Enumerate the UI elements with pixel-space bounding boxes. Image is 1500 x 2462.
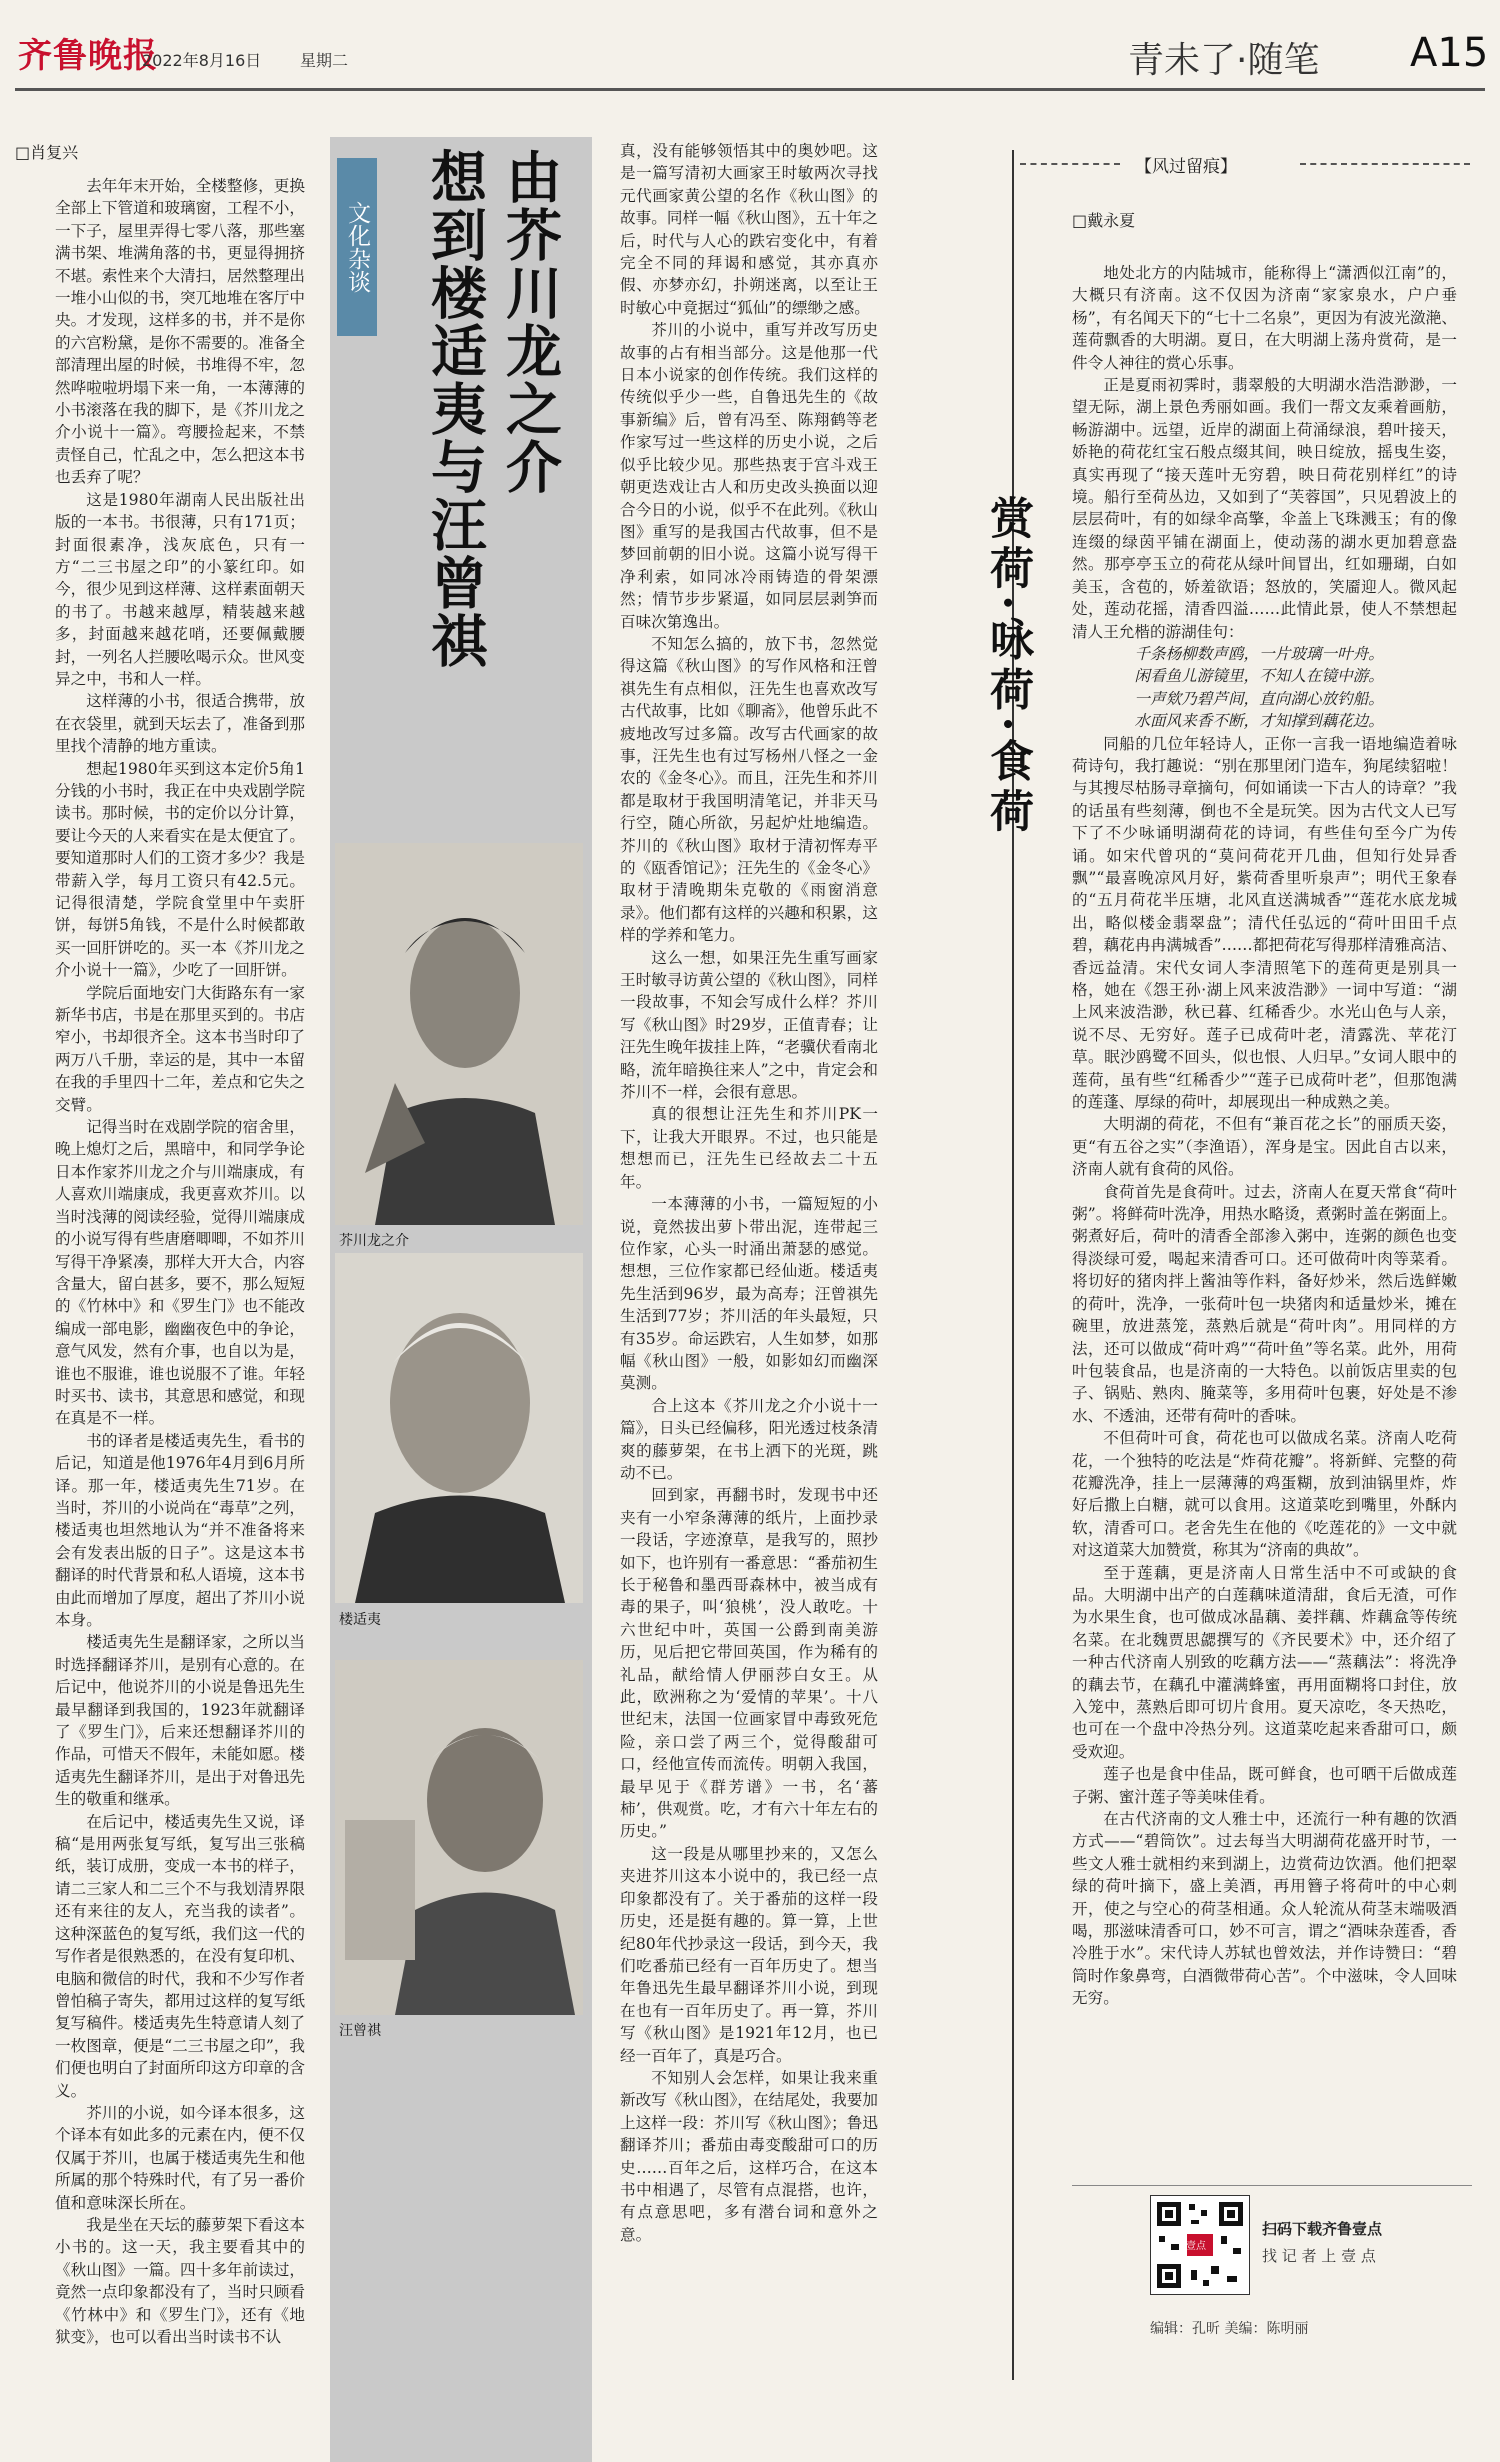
editor-credits: 编辑：孔昕 美编：陈明丽 (1150, 2321, 1309, 2337)
poem-line: 水面风来香不断，才知撑到藕花边。 (1134, 712, 1384, 731)
left-article-byline: □肖复兴 (15, 143, 79, 162)
article-title-line-2: 想到楼适夷与汪曾祺 (422, 148, 488, 670)
paragraph: 大明湖的荷花，不但有“兼百花之长”的丽质天姿，更“有五谷之实”（李渔语），浑身是宝。因此自古以来，济南人就有食荷的风俗。 (1072, 1115, 1457, 1179)
paragraph: 这么一想，如果汪先生重写画家王时敏寻访黄公望的《秋山图》，同样一段故事，不知会写成什么样？芥川写《秋山图》时29岁，正值青春；让汪先生晚年拔挂上阵，“老骥伏看南北略，流年暗换往来人”之中，肯定会和芥川不一样，会很有意思。 (620, 948, 878, 1102)
photo-caption: 汪曾祺 (339, 2023, 381, 2039)
footer-rule (1072, 2185, 1472, 2186)
paragraph: 正是夏雨初霁时，翡翠般的大明湖水浩浩渺渺，一望无际，湖上景色秀丽如画。我们一帮文友乘着画舫，畅游湖中。远望，近岸的湖面上荷涌绿浪，碧叶接天，娇艳的荷花红宝石般点缀其间，映日绽放，摇曳生姿，真实再现了“接天莲叶无穷碧，映日荷花别样红”的诗境。船行至荷丛边，又如到了“芙蓉国”，只见碧波上的层层荷叶，有的如绿伞高擎，伞盖上飞珠溅玉；有的像连缀的绿茵平铺在湖面上，使动荡的湖水更加碧意盎然。那亭亭玉立的荷花从绿叶间冒出，红如珊瑚，白如美玉，含苞的，娇羞欲语；怒放的，笑靥迎人。微风起处，莲动花摇，清香四溢……此情此景，使人不禁想起清人王允楷的游湖佳句： (1072, 376, 1457, 641)
paragraph: 地处北方的内陆城市，能称得上“潇洒似江南”的，大概只有济南。这不仅因为济南“家家泉水，户户垂杨”，有名闻天下的“七十二名泉”，更因为有波光潋滟、莲荷飘香的大明湖。夏日，在大明湖上荡舟赏荷，是一件令人神往的赏心乐事。 (1072, 264, 1457, 372)
page-header (0, 0, 1500, 95)
dashed-rule (1300, 163, 1470, 165)
paragraph: 这一段是从哪里抄来的，又怎么夹进芥川这本小说中的，我已经一点印象都没有了。关于番茄的这样一段历史，还是挺有趣的。算一算，上世纪80年代抄录这一段话，到今天，我们吃番茄已经有一百年历史了。想当年鲁迅先生最早翻译芥川小说，到现在也有一百年历史了。再一算，芥川写《秋山图》是1921年12月，也已经一百年了，真是巧合。 (620, 1844, 878, 2065)
paragraph: 我是坐在天坛的藤萝架下看这本小书的。这一天，我主要看其中的《秋山图》一篇。四十多年前读过，竟然一点印象都没有了，当时只顾看《竹林中》和《罗生门》，还有《地狱变》，也可以看出当时读书不认 (55, 2215, 305, 2346)
paragraph: 在后记中，楼适夷先生又说，译稿“是用两张复写纸，复写出三张稿纸，装订成册，变成一本书的样子，请二三家人和二三个不与我划清界限还有来往的友人，充当我的读者”。这种深蓝色的复写纸，我们这一代的写作者是很熟悉的，在没有复印机、电脑和微信的时代，我和不少写作者曾怕稿子寄失，都用过这样的复写纸复写稿件。楼适夷先生特意请人刻了一枚图章，便是“二三书屋之印”，我们便也明白了封面所印这方印章的含义。 (55, 1812, 305, 2100)
paragraph: 芥川的小说中，重写并改写历史故事的占有相当部分。这是他那一代日本小说家的创作传统。我们这样的传统似乎少一些，自鲁迅先生的《故事新编》后，曾有冯至、陈翔鹤等老作家写过一些这样的历史小说，之后似乎比较少见。那些热衷于宫斗戏王朝更迭戏让古人和历史改头换面以迎合今日的小说，似乎不在此列。《秋山图》重写的是我国古代故事，但不是梦回前朝的旧小说。这篇小说写得干净利索，如同冰冷雨铸造的骨架漂然；情节步步紧逼，如同层层剥笋而百味次第逸出。 (620, 321, 878, 631)
paragraph: 书的译者是楼适夷先生，看书的后记，知道是他1976年4月到6月所译。那一年，楼适夷先生71岁。在当时，芥川的小说尚在“毒草”之列，楼适夷也坦然地认为“并不准备将来会有发表出版的日子”。这是这本书翻译的时代背景和私人语境，这本书由此而增加了厚度，超出了芥川小说本身。 (55, 1431, 305, 1629)
poem-line: 闲看鱼儿游镜里，不知人在镜中游。 (1134, 667, 1384, 686)
paragraph: 真，没有能够领悟其中的奥妙吧。这是一篇写清初大画家王时敏两次寻找元代画家黄公望的名作《秋山图》的故事。同样一幅《秋山图》，五十年之后，时代与人心的跌宕变化中，有着完全不同的拜谒和感觉，其亦真亦假、亦梦亦幻，扑朔迷离，以至让王时敏心中竟据过“狐仙”的缥缈之感。 (620, 142, 878, 317)
paragraph: 同船的几位年轻诗人，正你一言我一语地编造着咏荷诗句，我打趣说：“别在那里闭门造车，狗尾续貂啦！与其搜尽枯肠寻章摘句，何如诵读一下古人的诗章？”我的话虽有些刻薄，倒也不全是玩笑。因为古代文人已写下了不少咏诵明湖荷花的诗词，有些佳句至今广为传诵。如宋代曾巩的“莫问荷花开几曲，但知行处异香飘”“最喜晚凉风月好，紫荷香里听泉声”；明代王象春的“五月荷花半压塘，北风直送满城香”“莲花水底龙城出，略似楼金翡翠盘”；清代任弘远的“荷叶田田千点碧，藕花冉冉满城香”……都把荷花写得那样清雅高洁、香远益清。宋代女词人李清照笔下的莲荷更是别具一格，她在《怨王孙·湖上风来波浩渺》一词中写道：“湖上风来波浩渺，秋已暮、红稀香少。水光山色与人亲，说不尽、无穷好。莲子已成荷叶老，清露洗、苹花汀草。眠沙鸥鹭不回头，似也恨、人归早。”女词人眼中的莲荷，虽有些“红稀香少”“莲子已成荷叶老”，但那饱满的莲蓬、厚绿的荷叶，却展现出一种成熟之美。 (1072, 734, 1457, 1112)
dashed-rule (1020, 163, 1120, 165)
paragraph: 至于莲藕，更是济南人日常生活中不可或缺的食品。大明湖中出产的白莲藕味道清甜，食后无渣，可作为水果生食，也可做成冰晶藕、姜拌藕、炸藕盒等传统名菜。在北魏贾思勰撰写的《齐民要术》中，还介绍了一种古代济南人别致的吃藕方法——“蒸藕法”：将洗净的藕去节，在藕孔中灌满蜂蜜，再用面糊将口封住，放入笼中，蒸熟后即可切片食用。夏天凉吃，冬天热吃，也可在一个盘中冷热分列。这道菜吃起来香甜可口，颇受欢迎。 (1072, 1563, 1457, 1761)
photo-caption: 楼适夷 (339, 1612, 381, 1628)
column-tag: 文化杂谈 (337, 158, 377, 336)
left-article-column-2 (620, 140, 878, 2380)
paragraph: 想起1980年买到这本定价5角1分钱的小书时，我正在中央戏剧学院读书。那时候，书的定价以分计算，要让今天的人来看实在是太便宜了。要知道那时人们的工资才多少？我是带薪入学，每月工资只有42.5元。记得很清楚，学院食堂里中午卖肝饼，每饼5角钱，不是什么时候都敢买一回肝饼吃的。买一本《芥川龙之介小说十一篇》，少吃了一回肝饼。 (55, 759, 305, 980)
paragraph: 这是1980年湖南人民出版社出版的一本书。书很薄，只有171页；封面很素净，浅灰底色，只有一方“二三书屋之印”的小篆红印。如今，很少见到这样薄、这样素面朝天的书了。书越来越厚，精装越来越多，封面越来越花哨，还要佩戴腰封，一列名人拦腰吆喝示众。世风变异之中，书和人一样。 (55, 490, 305, 688)
paragraph: 芥川的小说，如今译本很多，这个译本有如此多的元素在内，便不仅仅属于芥川，也属于楼适夷先生和他所属的那个特殊时代，有了另一番价值和意味深长所在。 (55, 2103, 305, 2212)
paragraph: 不知怎么搞的，放下书，忽然觉得这篇《秋山图》的写作风格和汪曾祺先生有点相似，汪先生也喜欢改写古代故事，比如《聊斋》，他曾乐此不疲地改写过多篇。改写古代画家的故事，汪先生也有过写杨州八怪之一金农的《金冬心》。而且，汪先生和芥川都是取材于我国明清笔记，并非天马行空，随心所欲，另起炉灶地编造。芥川的《秋山图》取材于清初恽寿平的《瓯香馆记》；汪先生的《金冬心》取材于清晚期朱克敬的《雨窗消意录》。他们都有这样的兴趣和积累，这样的学养和笔力。 (620, 634, 878, 945)
right-article-byline: □戴永夏 (1072, 211, 1136, 230)
paragraph: 记得当时在戏剧学院的宿舍里，晚上熄灯之后，黑暗中，和同学争论日本作家芥川龙之介与川端康成，有人喜欢川端康成，我更喜欢芥川。以当时浅薄的阅读经验，觉得川端康成的小说写得有些唐磨唧唧，不如芥川写得干净紧凑，那样大开大合，内容含量大，留白甚多，要不，那么短短的《竹林中》和《罗生门》也不能改编成一部电影，幽幽夜色中的争论，意气风发，然有介事，也自以为是，谁也不服谁，谁也说服不了谁。年轻时买书、读书，其意思和感觉，和现在真是不一样。 (55, 1118, 305, 1428)
qr-caption: 扫码下载齐鲁壹点 (1262, 2220, 1383, 2238)
paragraph: 不知别人会怎样，如果让我来重新改写《秋山图》，在结尾处，我要加上这样一段：芥川写《秋山图》；鲁迅翻译芥川；番茄由毒变酸甜可口的历史……百年之后，这样巧合，在这本书中相遇了，尽管有点混搭，也许，有点意思吧，多有潜台词和意外之意。 (620, 2068, 878, 2244)
article-title-line-1: 由芥川龙之介 (497, 148, 563, 496)
issue-weekday: 星期二 (300, 51, 349, 70)
portrait-photo (335, 1253, 583, 1603)
paragraph: 合上这本《芥川龙之介小说十一篇》，日头已经偏移，阳光透过枝条清爽的藤萝架，在书上洒下的光斑，跳动不已。 (620, 1396, 878, 1482)
section-name: 青未了·随笔 (1128, 40, 1320, 81)
left-article-column-1 (55, 175, 305, 2375)
paragraph: 食荷首先是食荷叶。过去，济南人在夏天常食“荷叶粥”。将鲜荷叶洗净，用热水略烫，煮粥时盖在粥面上。粥煮好后，荷叶的清香全部渗入粥中，连粥的颜色也变得淡绿可爱，喝起来清香可口。还可做荷叶肉等菜肴。将切好的猪肉拌上酱油等作料，备好炒米，然后选鲜嫩的荷叶，洗净，一张荷叶包一块猪肉和适量炒米，摊在碗里，放进蒸笼，蒸熟后就是“荷叶肉”。用同样的方法，还可以做成“荷叶鸡”“荷叶鱼”等名菜。此外，用荷叶包装食品，也是济南的一大特色。以前饭店里卖的包子、锅贴、熟肉、腌菜等，多用荷叶包裹，好处是不渗水、不透油，还带有荷叶的香味。 (1072, 1182, 1457, 1425)
paragraph: 真的很想让汪先生和芥川PK一下，让我大开眼界。不过，也只能是想想而已，汪先生已经故去二十五年。 (620, 1105, 878, 1191)
paragraph: 一本薄薄的小书，一篇短短的小说，竟然拔出萝卜带出泥，连带起三位作家，心头一时涌出萧瑟的感觉。想想，三位作家都已经仙逝。楼适夷先生活到96岁，最为高寿；汪曾祺先生活到77岁；芥川活的年头最短，只有35岁。命运跌宕，人生如梦，如那幅《秋山图》一般，如影如幻而幽深莫测。 (620, 1195, 878, 1393)
poem-line: 千条杨柳数声鸥，一片玻璃一叶舟。 (1134, 644, 1384, 663)
header-rule (15, 88, 1485, 91)
newspaper-logo: 齐鲁晚报 (18, 36, 158, 76)
paragraph: 楼适夷先生是翻译家，之所以当时选择翻译芥川，是别有心意的。在后记中，他说芥川的小说是鲁迅先生最早翻译到我国的，1923年就翻译了《罗生门》，后来还想翻译芥川的作品，可惜天不假年，未能如愿。楼适夷先生翻译芥川，是出于对鲁迅先生的敬重和继承。 (55, 1633, 305, 1809)
column-tag: 【风过留痕】 (1135, 157, 1237, 177)
issue-date: 2022年8月16日 (142, 51, 262, 70)
right-article-title: 赏荷·咏荷·食荷 (982, 495, 1033, 838)
portrait-photo (335, 1660, 583, 2015)
paragraph: 不但荷叶可食，荷花也可以做成名菜。济南人吃荷花，一个独特的吃法是“炸荷花瓣”。将新鲜、完整的荷花瓣洗净，挂上一层薄薄的鸡蛋糊，放到油锅里炸，炸好后撒上白糖，就可以食用。这道菜吃到嘴里，外酥内软，清香可口。老舍先生在他的《吃莲花的》一文中就对这道菜大加赞赏，称其为“济南的典故”。 (1072, 1429, 1457, 1560)
paragraph: 回到家，再翻书时，发现书中还夹有一小窄条薄薄的纸片，上面抄录一段话，字迹潦草，是我写的，照抄如下，也许别有一番意思：“番茄初生长于秘鲁和墨西哥森林中，被当成有毒的果子，叫‘狼桃’，没人敢吃。十六世纪中叶，英国一公爵到南美游历，见后把它带回英国，作为稀有的礼品，献给情人伊丽莎白女王。从此，欧洲称之为‘爱情的苹果’。十八世纪末，法国一位画家冒中毒致死危险，亲口尝了两三个，觉得酸甜可口，经他宣传而流传。明朝入我国，最早见于《群芳谱》一书，名‘蕃柿’，供观赏。吃，才有六十年左右的历史。” (620, 1486, 878, 1841)
paragraph: 这样薄的小书，很适合携带，放在衣袋里，就到天坛去了，准备到那里找个清静的地方重读。 (55, 692, 305, 756)
paragraph: 学院后面地安门大街路东有一家新华书店，书是在那里买到的。书店窄小，书却很齐全。这本书当时印了两万八千册，幸运的是，其中一本留在我的手里四十二年，差点和它失之交臂。 (55, 983, 305, 1114)
paragraph: 在古代济南的文人雅士中，还流行一种有趣的饮酒方式——“碧筒饮”。过去每当大明湖荷花盛开时节，一些文人雅士就相约来到湖上，边赏荷边饮酒。他们把翠绿的荷叶摘下，盛上美酒，再用簪子将荷叶的中心刺开，使之与空心的荷茎相通。众人轮流从荷茎末端吸酒喝，那滋味清香可口，妙不可言，谓之“酒味杂莲香，香冷胜于水”。宋代诗人苏轼也曾效法，并作诗赞曰：“碧筒时作象鼻弯，白酒微带荷心苦”。个中滋味，令人回味无穷。 (1072, 1810, 1457, 2008)
paragraph: 去年年末开始，全楼整修，更换全部上下管道和玻璃窗，工程不小，一下子，屋里弄得七零八落，那些塞满书架、堆满角落的书，更显得拥挤不堪。索性来个大清扫，居然整理出一堆小山似的书，突兀地堆在客厅中央。才发现，这样多的书，并不是你的六宫粉黛，是你不需要的。准备全部清理出屋的时候，书堆得不牢，忽然哗啦啦坍塌下来一角，一本薄薄的小书滚落在我的脚下，是《芥川龙之介小说十一篇》。弯腰捡起来，不禁责怪自己，忙乱之中，怎么把这本书也丢弃了呢？ (55, 177, 305, 487)
column-divider (1012, 150, 1014, 2380)
paragraph: 莲子也是食中佳品，既可鲜食，也可晒干后做成莲子粥、蜜汁莲子等美味佳肴。 (1072, 1765, 1457, 1806)
qr-subcaption: 找 记 者 上 壹 点 (1262, 2247, 1376, 2265)
right-article-column (1072, 262, 1457, 2172)
qr-badge: 壹点 (1186, 2241, 1206, 2252)
portrait-photo (335, 843, 583, 1225)
page-number: A15 (1410, 30, 1489, 76)
photo-caption: 芥川龙之介 (339, 1233, 409, 1249)
poem-line: 一声欸乃碧芦间，直向湖心放钓船。 (1134, 689, 1384, 708)
